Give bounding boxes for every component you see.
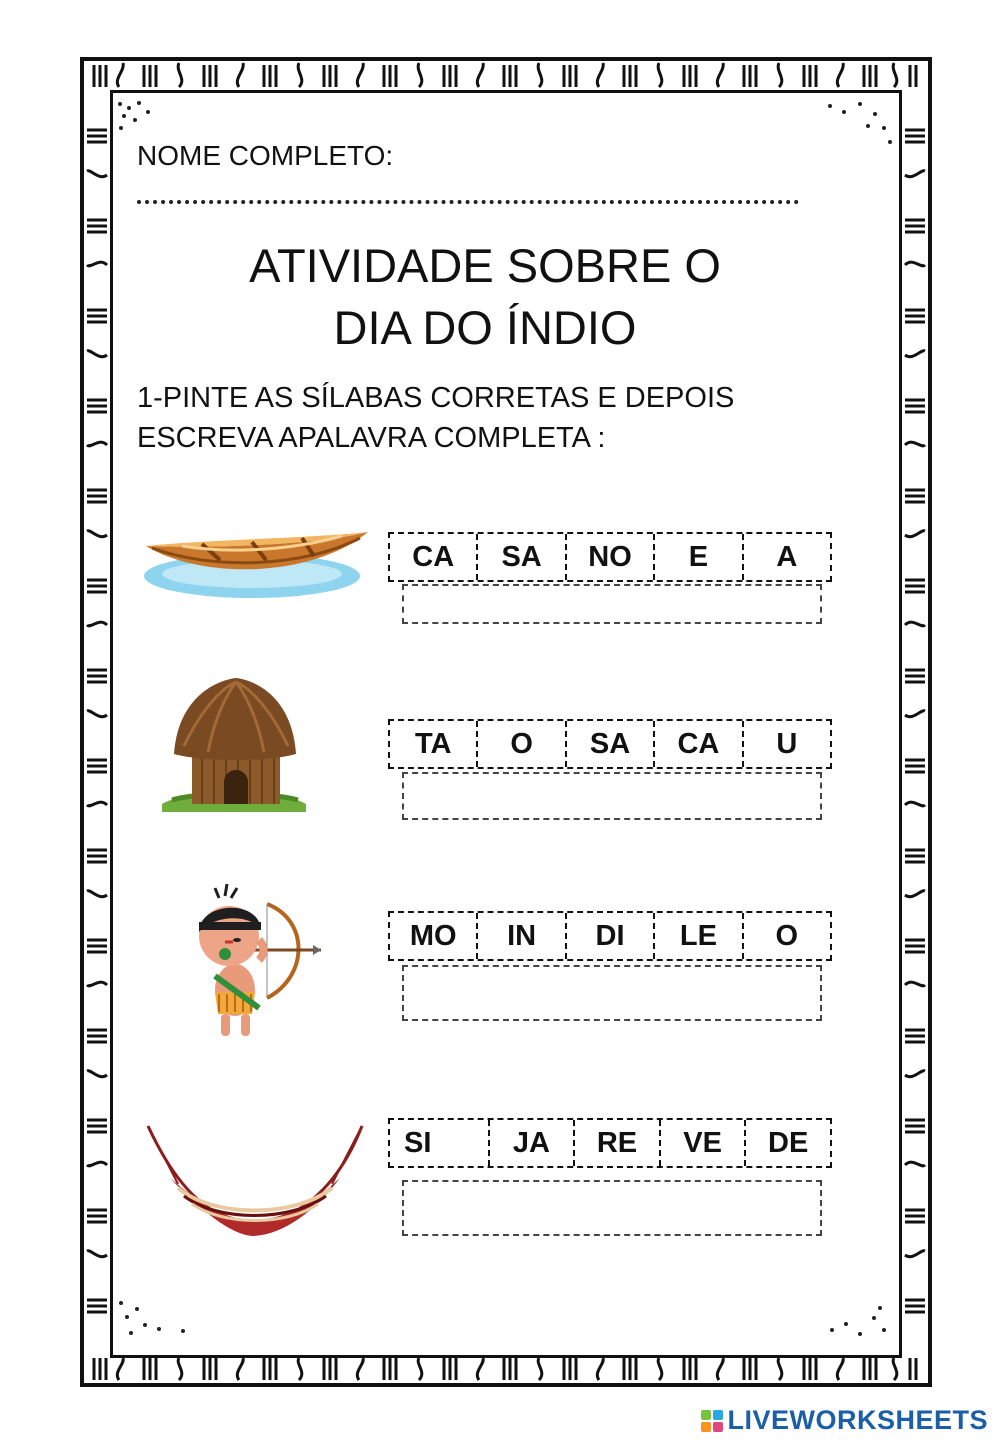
hut-image — [158, 676, 310, 814]
syllable-row-3 — [388, 911, 832, 961]
indigenous-archer-image — [185, 880, 325, 1040]
syllable-box[interactable]: E — [655, 534, 743, 580]
syllable-box[interactable]: U — [776, 727, 798, 760]
syllable-box[interactable]: IN — [478, 913, 566, 959]
syllable-row-1 — [388, 532, 832, 582]
answer-field-1[interactable] — [402, 584, 822, 624]
syllable-box[interactable]: O — [478, 721, 566, 767]
syllable-box[interactable]: CA — [655, 721, 743, 767]
border-pattern-right — [902, 90, 928, 1355]
syllable-box[interactable]: DE — [768, 1126, 809, 1159]
instruction-line-1: 1-PINTE AS SÍLABAS CORRETAS E DEPOIS — [137, 382, 735, 414]
instruction-line-2: ESCREVA APALAVRA COMPLETA : — [137, 422, 606, 454]
page-title-line-1: ATIVIDADE SOBRE O — [249, 239, 721, 292]
page-title-line-2: DIA DO ÍNDIO — [333, 301, 637, 354]
syllable-box[interactable]: O — [775, 919, 799, 952]
syllable-box[interactable]: LE — [655, 913, 743, 959]
name-label: NOME COMPLETO: — [137, 140, 394, 171]
border-pattern-top — [84, 61, 928, 90]
border-pattern-bottom — [84, 1355, 928, 1383]
syllable-box[interactable]: NO — [567, 534, 655, 580]
syllable-box[interactable]: SA — [567, 721, 655, 767]
syllable-box[interactable]: TA — [390, 721, 478, 767]
syllable-box[interactable]: A — [776, 540, 798, 573]
corner-dots-bottom-left — [115, 1295, 195, 1350]
answer-field-3[interactable] — [402, 965, 822, 1021]
corner-dots-top-right — [820, 98, 900, 158]
liveworksheets-logo — [701, 1405, 988, 1436]
logo-tiles-icon — [701, 1410, 723, 1432]
syllable-box[interactable]: DI — [567, 913, 655, 959]
brand-name: LIVEWORKSHEETS — [727, 1405, 988, 1435]
syllable-box[interactable]: VE — [661, 1120, 747, 1166]
syllable-box[interactable]: MO — [390, 913, 478, 959]
canoe-image — [142, 524, 370, 604]
name-input-line[interactable] — [137, 200, 799, 204]
syllable-row-4 — [388, 1118, 832, 1168]
syllable-box[interactable]: RE — [575, 1120, 661, 1166]
syllable-box[interactable]: CA — [390, 534, 478, 580]
syllable-row-2 — [388, 719, 832, 769]
syllable-box[interactable]: SA — [478, 534, 566, 580]
hammock-image — [144, 1122, 366, 1246]
syllable-box[interactable]: JA — [490, 1120, 576, 1166]
corner-dots-bottom-right — [820, 1300, 900, 1350]
answer-field-2[interactable] — [402, 772, 822, 820]
answer-field-4[interactable] — [402, 1180, 822, 1236]
border-pattern-left — [84, 90, 110, 1355]
syllable-box[interactable]: SI — [390, 1120, 490, 1166]
